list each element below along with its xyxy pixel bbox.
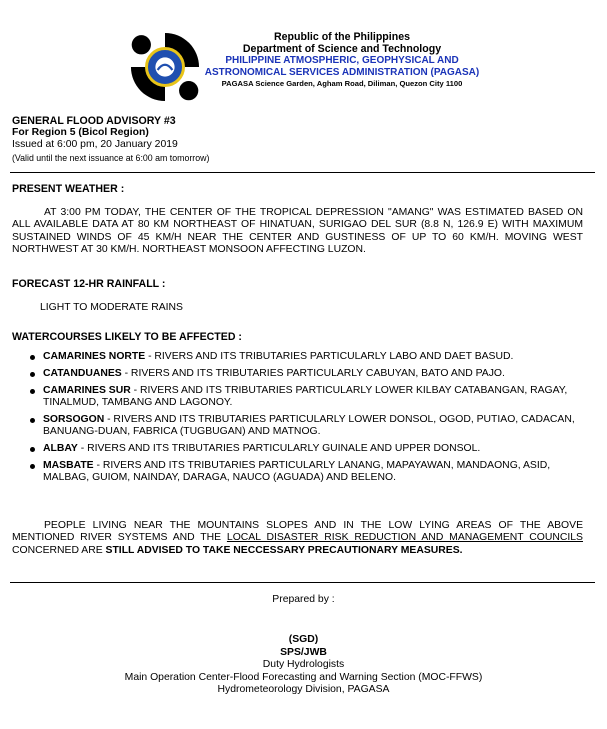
province-name: ALBAY [43, 443, 78, 455]
forecast-text: LIGHT TO MODERATE RAINS [40, 302, 183, 313]
letterhead-text [202, 32, 482, 90]
province-name: SORSOGON [43, 413, 105, 425]
list-item [22, 351, 582, 363]
prepared-by-label: Prepared by : [272, 594, 335, 605]
bullet-icon [30, 464, 35, 469]
river-details: - RIVERS AND ITS TRIBUTARIES PARTICULARLY LOWER DONSOL, OGOD, PUTIAO, CADACAN, BANUANG-DUAN, FABRICA (TUGBUGAN) AND MATNOG. [43, 413, 575, 438]
province-name: CATANDUANES [43, 367, 122, 379]
address-line: PAGASA Science Garden, Agham Road, Diliman, Quezon City 1100 [221, 79, 463, 89]
agency-line-1: PHILIPPINE ATMOSPHERIC, GEOPHYSICAL AND [225, 55, 459, 67]
closing-text-2: CONCERNED ARE [12, 544, 106, 556]
forecast-heading: FORECAST 12-HR RAINFALL : [12, 278, 166, 290]
present-weather-body: AT 3:00 PM TODAY, THE CENTER OF THE TROPICAL DEPRESSION "AMANG" WAS ESTIMATED BASED ON ALL AVAILABLE DATA AT 80 KM NORTHEAST OF HINATUAN, SURIGAO DEL SUR (8.8 N, 126.9 E) WITH MAXIMUM SUSTAINED WINDS OF 45 KM/H NEAR THE CENTER AND GUSTINESS OF UP TO 60 KM/H. MOVING WEST NORTHWEST AT 30 KM/H. NORTHEAST MONSOON AFFECTING LUZON. [12, 207, 583, 255]
list-item [22, 414, 582, 439]
list-item [22, 443, 582, 455]
signature-block [0, 634, 607, 697]
advisory-validity: (Valid until the next issuance at 6:00 am tomorrow) [12, 152, 210, 163]
list-item [22, 368, 582, 380]
pagasa-seal-icon [128, 30, 202, 104]
province-name: MASBATE [43, 460, 94, 472]
signatory-office: Main Operation Center-Flood Forecasting and Warning Section (MOC-FFWS) [124, 671, 483, 683]
signatory-division: Hydrometeorology Division, PAGASA [217, 684, 390, 696]
bullet-icon [30, 447, 35, 452]
present-weather-text [12, 207, 583, 256]
bullet-icon [30, 418, 35, 423]
letterhead [0, 0, 607, 108]
watercourses-heading: WATERCOURSES LIKELY TO BE AFFECTED : [12, 331, 242, 343]
divider-top [10, 172, 595, 173]
advisory-region: For Region 5 (Bicol Region) [12, 127, 149, 139]
signatory-initials: SPS/JWB [280, 646, 327, 658]
river-details: - RIVERS AND ITS TRIBUTARIES PARTICULARLY LANANG, MAPAYAWAN, MANDAONG, ASID, MALBAG, GUIOM, NAINDAY, DARAGA, NAUCO (AGUADA) AND BELENO. [43, 460, 551, 484]
advisory-issued: Issued at 6:00 pm, 20 January 2019 [12, 139, 178, 151]
closing-text-1: PEOPLE LIVING NEAR THE MOUNTAINS SLOPES AND IN THE LOW LYING AREAS OF THE ABOVE MENTIONED RIVER SYSTEMS AND THE [12, 520, 583, 544]
list-item [22, 460, 582, 485]
river-details: - RIVERS AND ITS TRIBUTARIES PARTICULARLY CABUYAN, BATO AND PAJO. [121, 367, 505, 379]
department-line: Department of Science and Technology [242, 42, 442, 55]
bullet-icon [30, 389, 35, 394]
river-details: - RIVERS AND ITS TRIBUTARIES PARTICULARLY GUINALE AND UPPER DONSOL. [77, 443, 481, 455]
province-name: CAMARINES NORTE [43, 351, 146, 362]
closing-advisory [12, 520, 583, 557]
river-details: - RIVERS AND ITS TRIBUTARIES PARTICULARLY LOWER KILBAY CATABANGAN, RAGAY, TINALMUD, TAMBANG AND LAGONOY. [43, 384, 568, 409]
closing-emphasis: STILL ADVISED TO TAKE NECCESSARY PRECAUTIONARY MEASURES. [105, 544, 463, 556]
list-item [22, 385, 582, 410]
advisory-meta [12, 115, 209, 164]
province-name: CAMARINES SUR [43, 384, 131, 396]
bullet-icon [30, 372, 35, 377]
present-weather-heading: PRESENT WEATHER : [12, 183, 125, 195]
republic-line: Republic of the Philippines [274, 31, 410, 43]
watercourses-list [22, 351, 582, 489]
drrmc-text: LOCAL DISASTER RISK REDUCTION AND MANAGEMENT COUNCILS [226, 532, 583, 544]
river-details: - RIVERS AND ITS TRIBUTARIES PARTICULARLY LABO AND DAET BASUD. [145, 351, 514, 362]
bullet-icon [30, 355, 35, 360]
signatory-role: Duty Hydrologists [262, 659, 345, 671]
signed-mark: (SGD) [288, 634, 319, 645]
agency-line-2: ASTRONOMICAL SERVICES ADMINISTRATION (PAGASA) [204, 66, 480, 78]
advisory-title: GENERAL FLOOD ADVISORY #3 [12, 115, 176, 127]
divider-bottom [10, 582, 595, 583]
